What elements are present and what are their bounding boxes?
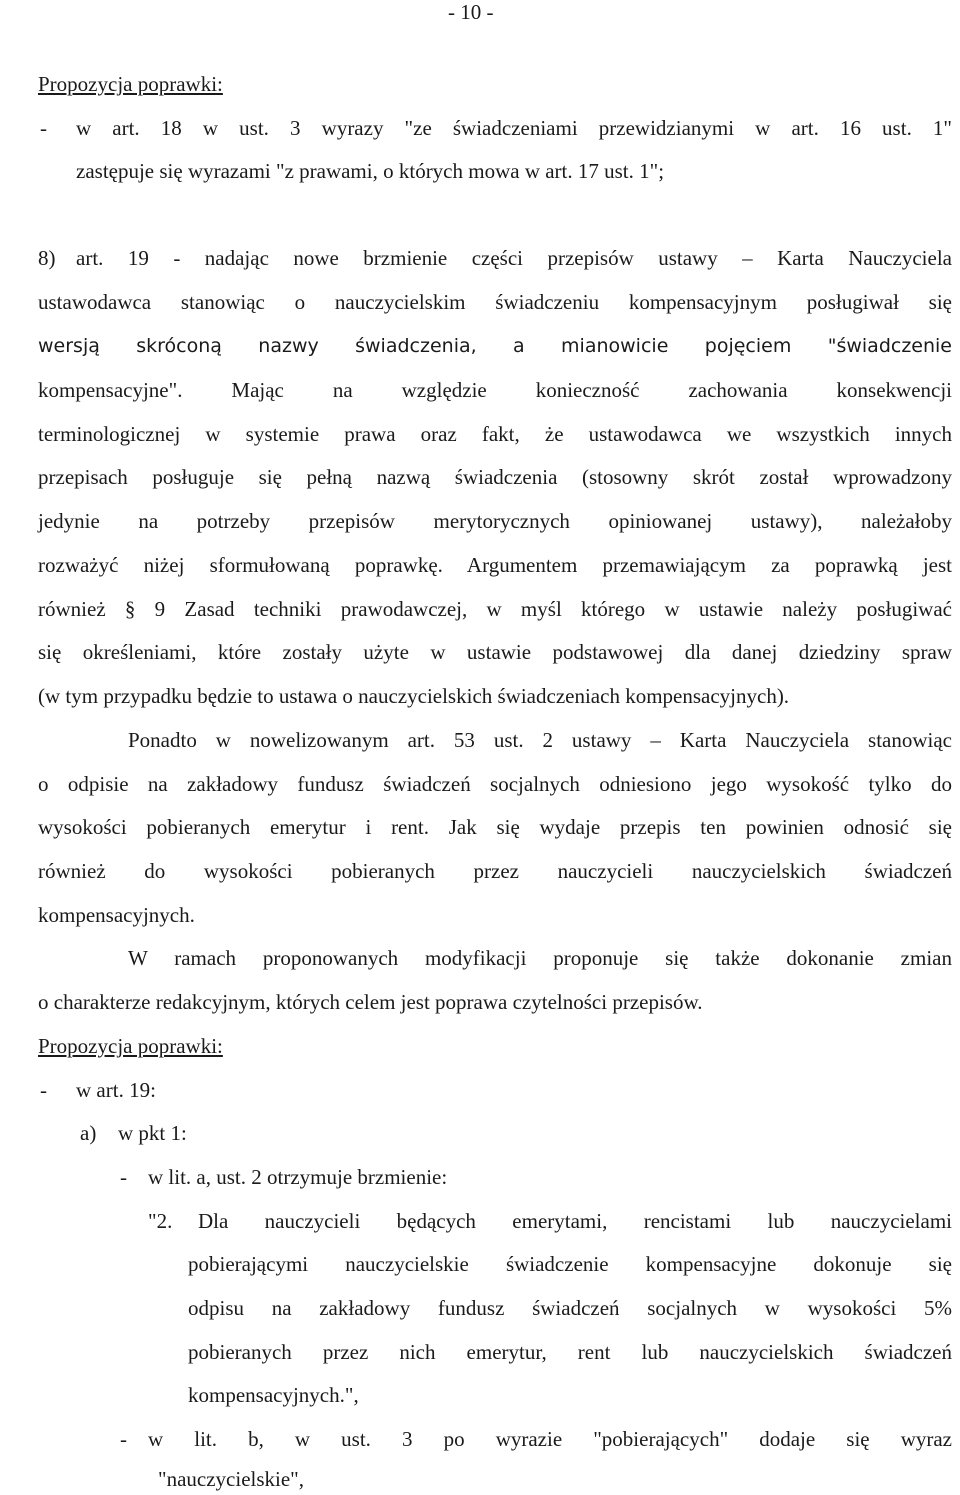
body-line: wysokości pobieranych emerytur i rent. Jak się wydaje przepis ten powinien odnosić się [38,815,952,839]
body-line: kompensacyjnych. [38,903,195,927]
body-line: również § 9 Zasad techniki prawodawczej, w myśl którego w ustawie należy posługiwać [38,597,952,621]
proposal-heading: Propozycja poprawki: [38,72,223,96]
body-line: się określeniami, które zostały użyte w ustawie podstawowej dla danej dziedziny spraw [38,640,952,664]
list-marker: a) [80,1121,97,1145]
quote-line: pobieranych przez nich emerytur, rent lub nauczycielskich świadczeń [188,1340,952,1364]
amendment-line: w lit. a, ust. 2 otrzymuje brzmienie: [148,1165,448,1189]
body-line: wersją skróconą nazwy świadczenia, a mianowicie pojęciem "świadczenie [38,335,952,357]
body-line: art. 19 - nadając nowe brzmienie części przepisów ustawy – Karta Nauczyciela [76,246,952,270]
amendment-line: w art. 19: [76,1078,156,1102]
amendment-line: "nauczycielskie", [158,1467,304,1491]
quote-line: Dla nauczycieli będących emerytami, rencistami lub nauczycielami [198,1209,952,1233]
body-line: również do wysokości pobieranych przez nauczycieli nauczycielskich świadczeń [38,859,952,883]
proposal-heading: Propozycja poprawki: [38,1034,223,1058]
list-dash: - [120,1427,127,1451]
body-line: W ramach proponowanych modyfikacji proponuje się także dokonanie zmian [128,946,952,970]
page-number: - 10 - [448,0,494,24]
body-line: (w tym przypadku będzie to ustawa o nauczycielskich świadczeniach kompensacyjnych). [38,684,790,708]
body-line: ustawodawca stanowiąc o nauczycielskim świadczeniu kompensacyjnym posługiwał się [38,290,952,314]
body-line: rozważyć niżej sformułowaną poprawkę. Argumentem przemawiającym za poprawką jest [38,553,952,577]
list-dash: - [120,1165,127,1189]
amendment-line: w lit. b, w ust. 3 po wyrazie "pobierających" dodaje się wyraz [148,1427,952,1451]
body-line: o charakterze redakcyjnym, których celem jest poprawa czytelności przepisów. [38,990,703,1014]
quote-line: kompensacyjnych.", [188,1383,359,1407]
amendment-line: w pkt 1: [118,1121,187,1145]
list-dash: - [40,1078,47,1102]
quote-marker: "2. [148,1209,173,1233]
body-line: o odpisie na zakładowy fundusz świadczeń socjalnych odniesiono jego wysokość tylko do [38,772,952,796]
body-line: przepisach posługuje się pełną nazwą świadczenia (stosowny skrót został wprowadzony [38,465,952,489]
body-line: terminologicznej w systemie prawa oraz fakt, że ustawodawca we wszystkich innych [38,422,952,446]
body-line: Ponadto w nowelizowanym art. 53 ust. 2 ustawy – Karta Nauczyciela stanowiąc [128,728,952,752]
quote-line: pobierającymi nauczycielskie świadczenie kompensacyjne dokonuje się [188,1252,952,1276]
point-marker: 8) [38,246,56,270]
quote-line: odpisu na zakładowy fundusz świadczeń socjalnych w wysokości 5% [188,1296,952,1320]
list-dash: - [40,116,47,140]
body-line: kompensacyjne". Mając na względzie konieczność zachowania konsekwencji [38,378,952,402]
amendment-line: w art. 18 w ust. 3 wyrazy "ze świadczeniami przewidzianymi w art. 16 ust. 1" [76,116,952,140]
amendment-line: zastępuje się wyrazami "z prawami, o których mowa w art. 17 ust. 1"; [76,159,665,183]
body-line: jedynie na potrzeby przepisów merytorycznych opiniowanej ustawy), należałoby [38,509,952,533]
